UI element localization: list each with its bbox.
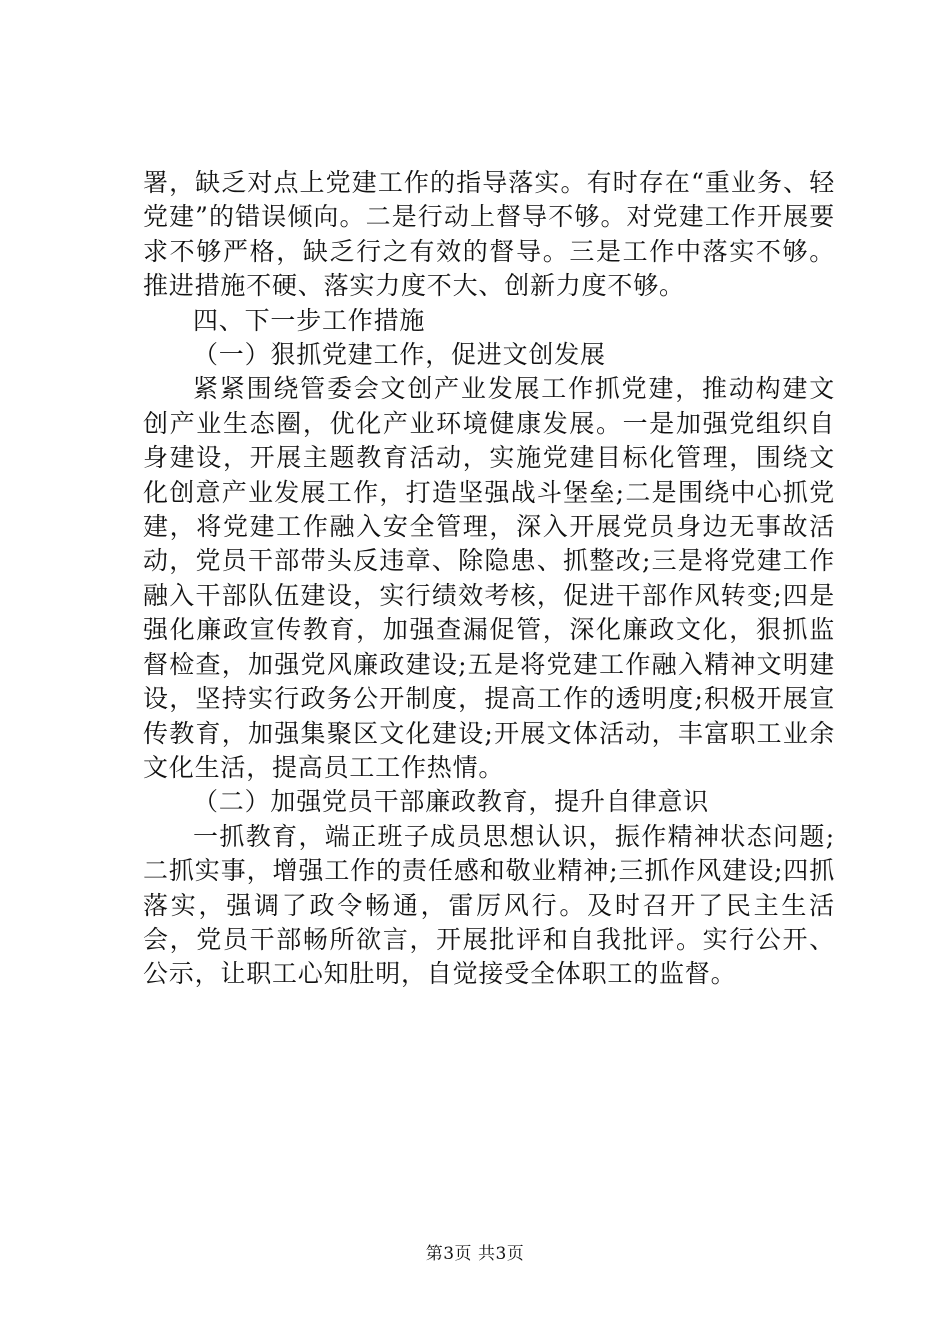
section-heading-next-steps: 四、下一步工作措施 [193,305,426,335]
paragraph-integrity-education: 一抓教育，端正班子成员思想认识，振作精神状态问题;二抓实事，增强工作的责任感和敬业精神;三抓作风建设;四抓落实，强调了政令畅通，雷厉风行。及时召开了民主生活会，党员干部畅所欲言，开展批评和自我批评。实行公开、公示，让职工心知肚明，自觉接受全体职工的监督。 [143,821,835,989]
subheading-party-building: （一）狠抓党建工作，促进文创发展 [193,340,606,370]
paragraph-party-building: 紧紧围绕管委会文创产业发展工作抓党建，推动构建文创产业生态圈，优化产业环境健康发展。一是加强党组织自身建设，开展主题教育活动，实施党建目标化管理，围绕文化创意产业发展工作，打造坚强战斗堡垒;二是围绕中心抓党建，将党建工作融入安全管理，深入开展党员身边无事故活动，党员干部带头反违章、除隐患、抓整改;三是将党建工作融入干部队伍建设，实行绩效考核，促进干部作风转变;四是强化廉政宣传教育，加强查漏促管，深化廉政文化，狠抓监督检查，加强党风廉政建设;五是将党建工作融入精神文明建设，坚持实行政务公开制度，提高工作的透明度;积极开展宣传教育，加强集聚区文化建设;开展文体活动，丰富职工业余文化生活，提高员工工作热情。 [143,374,835,782]
paragraph-continuation: 署，缺乏对点上党建工作的指导落实。有时存在“重业务、轻党建”的错误倾向。二是行动上督导不够。对党建工作开展要求不够严格，缺乏行之有效的督导。三是工作中落实不够。推进措施不硬、落实力度不大、创新力度不够。 [143,168,835,301]
page-number-footer: 第3页 共3页 [425,1244,525,1264]
subheading-integrity-education: （二）加强党员干部廉政教育，提升自律意识 [193,787,710,817]
document-body [143,166,835,992]
